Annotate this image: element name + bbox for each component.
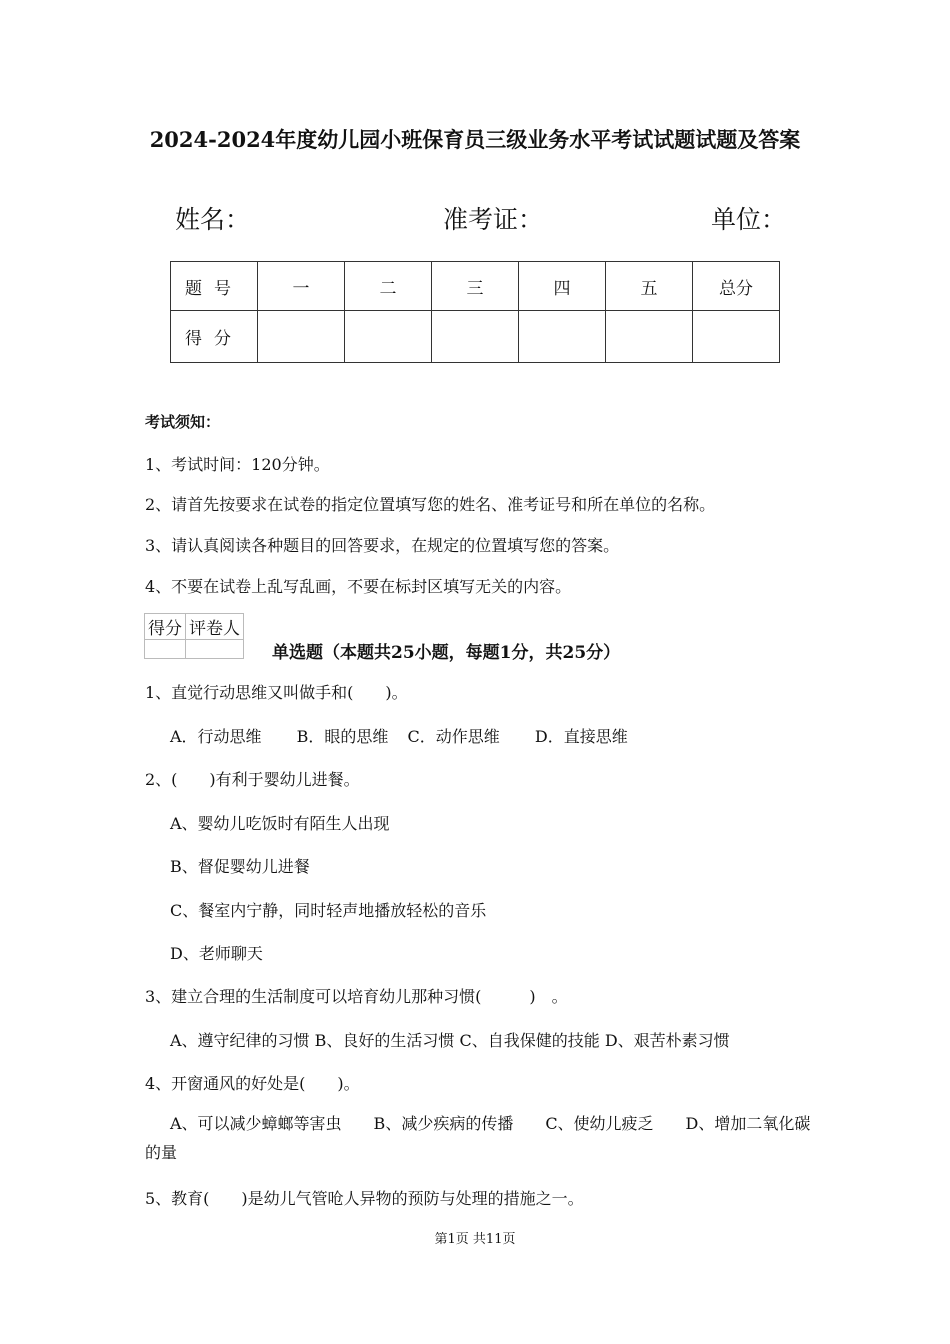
option: D．直接思维 xyxy=(534,727,628,746)
option: A、婴幼儿吃饭时有陌生人出现 xyxy=(170,814,390,833)
exam-id-label: 准考证： xyxy=(443,205,544,234)
question-stem: 4、开窗通风的好处是( )。 xyxy=(145,1074,360,1093)
question-stem: 5、教育( )是幼儿气管呛人异物的预防与处理的措施之一。 xyxy=(145,1189,584,1208)
question-stem: 1、直觉行动思维又叫做手和( )。 xyxy=(145,683,408,702)
question-stem: 2、( )有利于婴幼儿进餐。 xyxy=(145,770,360,789)
column-header: 二 xyxy=(345,262,432,311)
grader-header-row xyxy=(145,614,244,640)
question-stem: 3、建立合理的生活制度可以培育幼儿那种习惯( ) 。 xyxy=(145,987,568,1006)
column-header: 四 xyxy=(519,262,606,311)
score-table xyxy=(170,261,780,363)
column-header: 一 xyxy=(258,262,345,311)
score-cell xyxy=(519,311,606,363)
score-cell xyxy=(258,311,345,363)
page-footer: 第1页 共11页 xyxy=(434,1232,516,1247)
score-cell xyxy=(432,311,519,363)
notice-item: 3、请认真阅读各种题目的回答要求，在规定的位置填写您的答案。 xyxy=(145,536,620,555)
column-header: 总分 xyxy=(693,262,780,311)
option: D、老师聊天 xyxy=(170,944,263,963)
question-options: A、可以减少蟑螂等害虫 B、减少疾病的传播 C、使幼儿疲乏 D、增加二氧化碳的量 xyxy=(145,1114,811,1162)
grader-score-label: 得分 xyxy=(145,614,186,640)
grader-score-cell xyxy=(145,640,186,659)
notice-item: 4、不要在试卷上乱写乱画，不要在标封区填写无关的内容。 xyxy=(145,577,572,596)
score-cell xyxy=(693,311,780,363)
grader-name-cell xyxy=(186,640,244,659)
score-cell xyxy=(345,311,432,363)
page-title: 2024-2024年度幼儿园小班保育员三级业务水平考试试题试题及答案 xyxy=(149,127,801,152)
section-title: 单选题（本题共25小题，每题1分，共25分） xyxy=(272,643,621,663)
option: B、督促婴幼儿进餐 xyxy=(170,857,310,876)
column-header: 五 xyxy=(606,262,693,311)
notice-title: 考试须知： xyxy=(145,413,221,431)
grader-table xyxy=(144,613,244,659)
grader-name-label: 评卷人 xyxy=(186,614,244,640)
question-number-label: 题号 xyxy=(171,262,258,311)
question-options xyxy=(170,724,658,747)
unit-label: 单位： xyxy=(711,205,787,234)
option: A．行动思维 xyxy=(170,727,262,746)
notice-item: 1、考试时间：120分钟。 xyxy=(145,455,330,474)
column-header: 三 xyxy=(432,262,519,311)
option: C、餐室内宁静，同时轻声地播放轻松的音乐 xyxy=(170,901,487,920)
option: C．动作思维 xyxy=(407,727,500,746)
score-table-header-row xyxy=(171,262,780,311)
score-cell xyxy=(606,311,693,363)
question-options: A、遵守纪律的习惯 B、良好的生活习惯 C、自我保健的技能 D、艰苦朴素习惯 xyxy=(170,1031,730,1050)
score-table-score-row xyxy=(171,311,780,363)
notice-item: 2、请首先按要求在试卷的指定位置填写您的姓名、准考证号和所在单位的名称。 xyxy=(145,495,716,514)
option: B．眼的思维 xyxy=(296,727,389,746)
score-label: 得分 xyxy=(171,311,258,363)
name-label: 姓名： xyxy=(175,205,251,234)
grader-blank-row xyxy=(145,640,244,659)
